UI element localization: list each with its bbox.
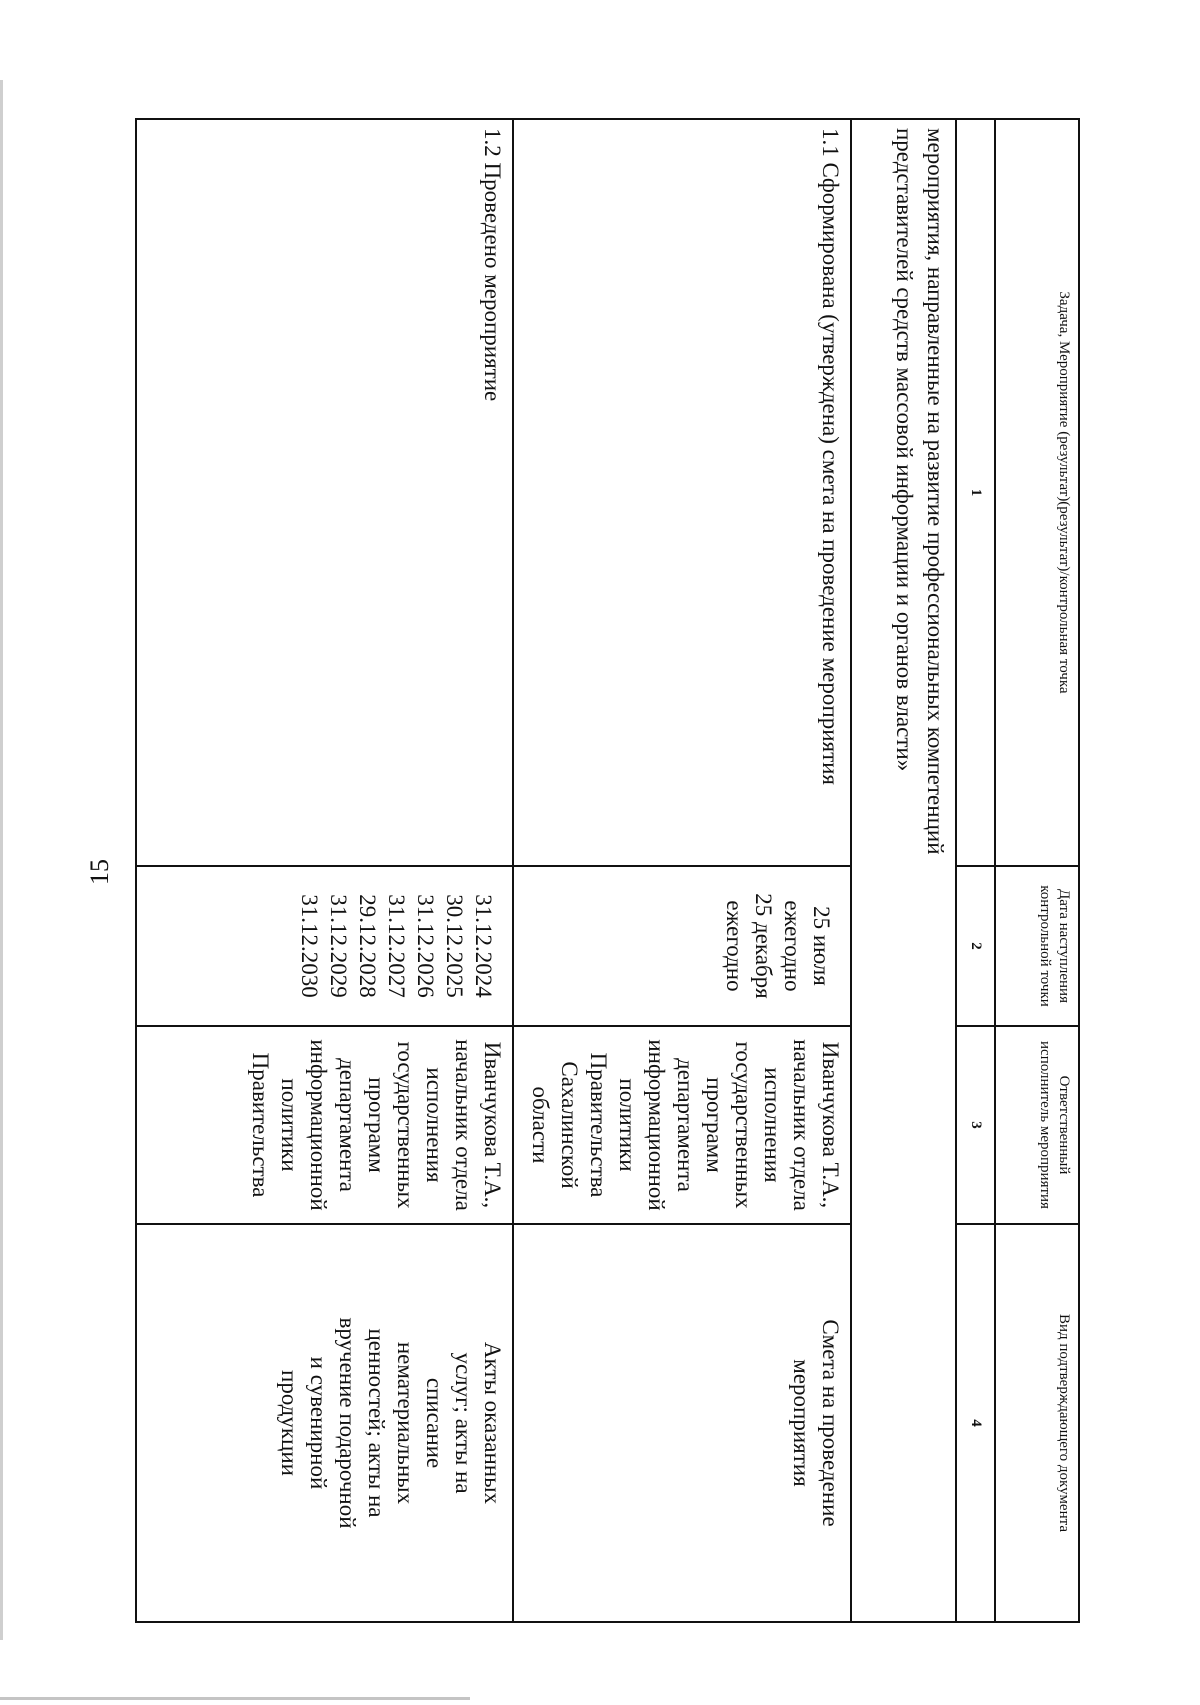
row-1-executor	[513, 1026, 851, 1224]
page-number: 15	[85, 859, 114, 885]
row-2-title: 1.2 Проведено мероприятие	[136, 119, 513, 866]
row-1-date-line: 25 декабря	[751, 893, 776, 999]
row-1-executor-line: Иванчукова Т.А.,	[818, 1041, 843, 1209]
row-1-executor-line: информационной	[644, 1039, 669, 1211]
row-2-document-line: и сувенирной	[306, 1356, 331, 1490]
row-1-executor-line: начальник отдела	[789, 1039, 814, 1211]
column-number-3: 3	[956, 1026, 995, 1224]
row-2-date-line: 31.12.2030	[297, 894, 322, 998]
task-description: мероприятия, направленные на развитие профессиональных компетенций представителей средств массовой информации и органов власти»	[892, 128, 948, 855]
row-1-document-line: мероприятия	[789, 1359, 814, 1487]
row-2-executor-line: департамента	[335, 1058, 360, 1192]
row-1-executor-line: политики	[615, 1078, 640, 1172]
row-2-executor	[136, 1026, 513, 1224]
row-1-date-line: ежегодно	[722, 900, 747, 992]
row-2-executor-line: Правительства	[248, 1052, 273, 1198]
row-2-date-line: 30.12.2025	[442, 894, 467, 998]
task-row-cell	[851, 119, 956, 1622]
row-2-date-line: 31.12.2024	[471, 894, 496, 998]
row-1-executor-line: Правительства	[586, 1052, 611, 1198]
column-number-row	[956, 119, 995, 1622]
row-1-document	[513, 1224, 851, 1622]
row-2-document	[136, 1224, 513, 1622]
task-row	[851, 119, 956, 1622]
header-executor: Ответственный исполнитель мероприятия	[995, 1026, 1079, 1224]
row-2-date-line: 31.12.2026	[413, 894, 438, 998]
row-1-executor-line: государственных	[731, 1041, 756, 1209]
row-1-executor-line: Сахалинской	[557, 1061, 582, 1189]
row-2-executor-line: программ	[364, 1077, 389, 1173]
row-2-date-line: 31.12.2029	[326, 894, 351, 998]
row-1-executor-line: области	[528, 1086, 553, 1164]
scan-edge-bottom	[0, 1697, 470, 1700]
header-document: Вид подтверждающего документа	[995, 1224, 1079, 1622]
row-2-document-line: списание	[422, 1377, 447, 1469]
table-row	[136, 119, 513, 1622]
column-number-1: 1	[956, 119, 995, 866]
control-points-table	[135, 118, 1080, 1623]
header-row	[995, 119, 1079, 1622]
row-1-executor-line: программ	[702, 1077, 727, 1173]
row-2-executor-line: политики	[277, 1078, 302, 1172]
row-2-document-line: продукции	[277, 1370, 302, 1476]
column-number-2: 2	[956, 866, 995, 1026]
row-2-document-line: ценностей; акты на	[364, 1328, 389, 1518]
rotated-table-wrapper	[137, 118, 1080, 1621]
row-1-date-line: 25 июля	[809, 906, 834, 986]
row-2-executor-line: Иванчукова Т.А.,	[480, 1041, 505, 1209]
row-2-executor-line: начальник отдела	[451, 1039, 476, 1211]
row-1-executor-line: департамента	[673, 1058, 698, 1192]
row-2-document-line: вручение подарочной	[335, 1317, 360, 1529]
row-2-executor-line: государственных	[393, 1041, 418, 1209]
row-2-executor-line: исполнения	[422, 1067, 447, 1183]
row-2-document-line: услуг; акты на	[451, 1352, 476, 1494]
row-2-document-line: Акты оказанных	[480, 1341, 505, 1505]
row-2-document-line: нематериальных	[393, 1341, 418, 1505]
row-1-executor-line: исполнения	[760, 1067, 785, 1183]
row-1-document-line: Смета на проведение	[818, 1319, 843, 1527]
header-task: Задача, Мероприятие (результат)(результат)/контрольная точка	[995, 119, 1079, 866]
table-row	[513, 119, 851, 1622]
row-1-dates	[513, 866, 851, 1026]
scan-edge-left	[0, 80, 3, 1640]
row-1-title: 1.1 Сформирована (утверждена) смета на проведение мероприятия	[513, 119, 851, 866]
row-2-dates	[136, 866, 513, 1026]
header-date: Дата наступления контрольной точки	[995, 866, 1079, 1026]
row-2-date-line: 31.12.2027	[384, 894, 409, 998]
column-number-4: 4	[956, 1224, 995, 1622]
row-1-date-line: ежегодно	[780, 900, 805, 992]
row-2-date-line: 29.12.2028	[355, 894, 380, 998]
row-2-executor-line: информационной	[306, 1039, 331, 1211]
